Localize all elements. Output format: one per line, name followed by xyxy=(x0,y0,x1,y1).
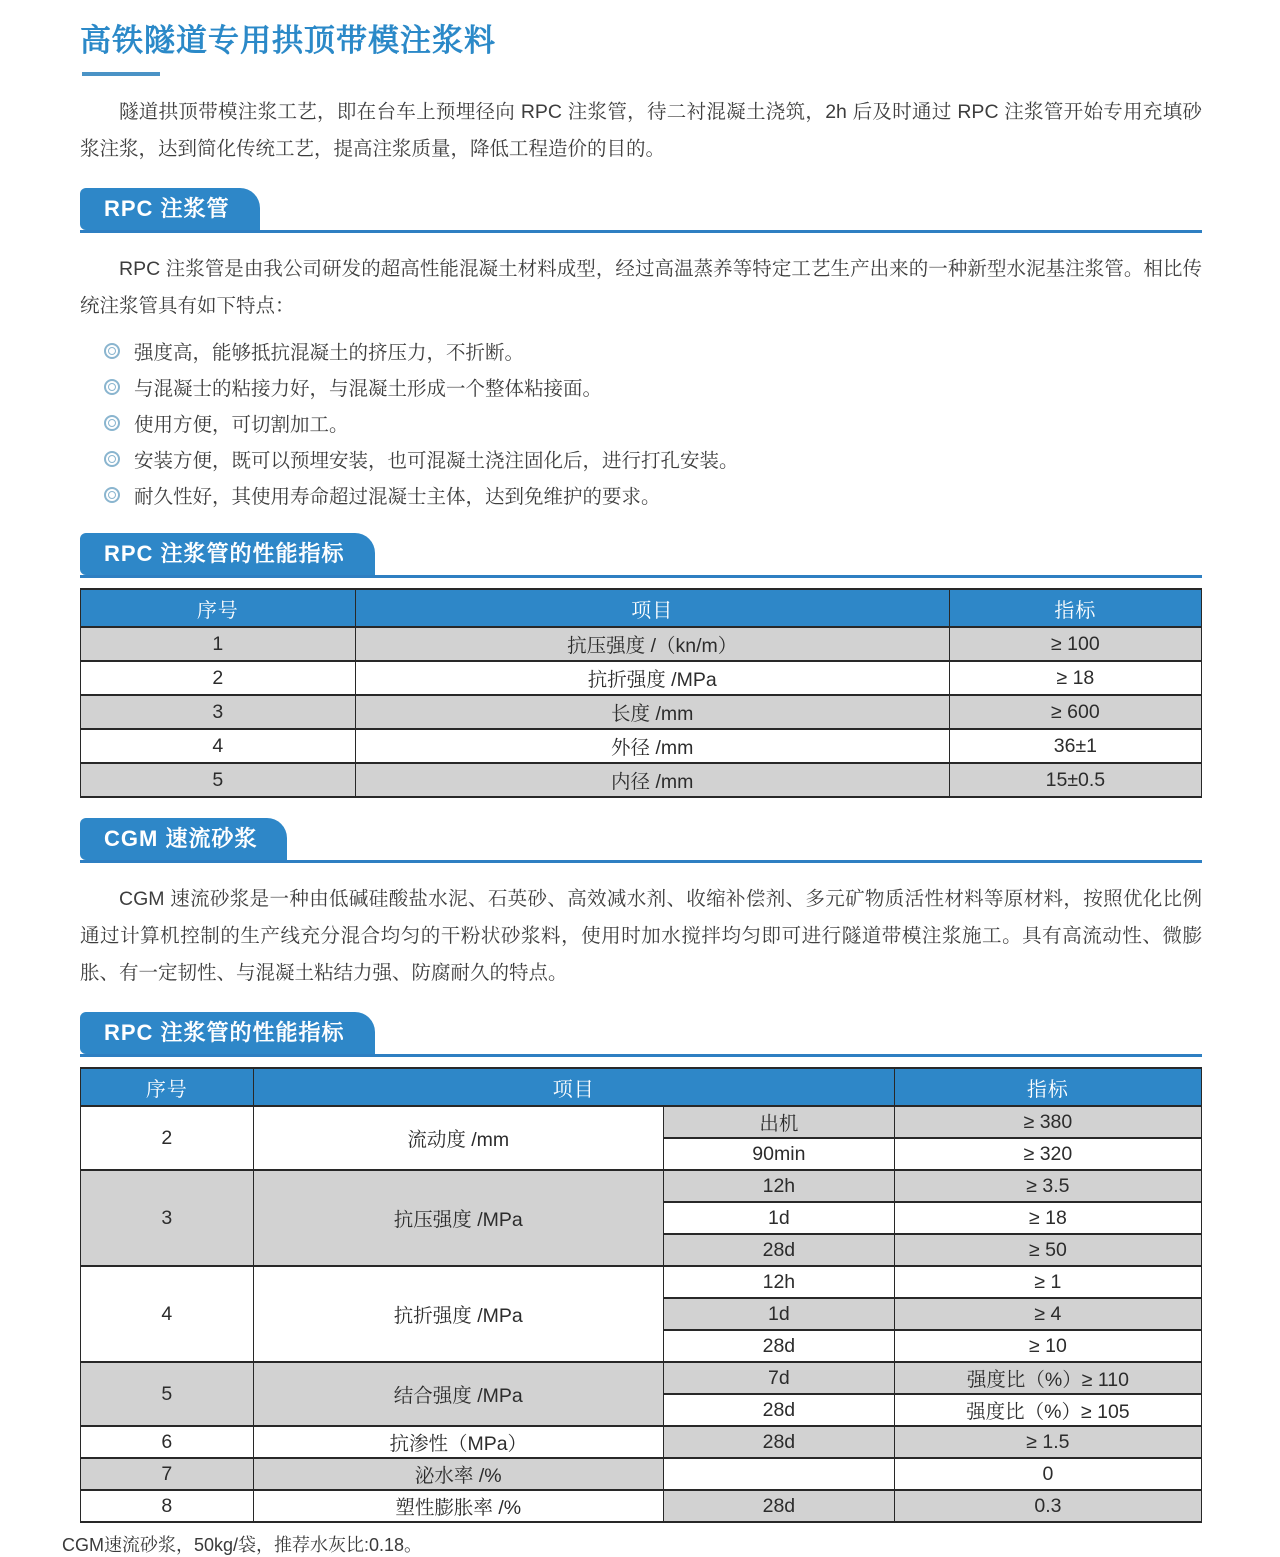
table-row xyxy=(81,1170,1202,1202)
item-cell: 抗折强度 /MPa xyxy=(253,1266,663,1362)
table-row xyxy=(81,1106,1202,1138)
intro-paragraph: 隧道拱顶带模注浆工艺，即在台车上预埋径向 RPC 注浆管，待二衬混凝土浇筑，2h 后及时通过 RPC 注浆管开始专用充填砂浆注浆，达到简化传统工艺，提高注浆质量，降低工程造价的目的。 xyxy=(80,101,1202,160)
row-number-cell: 2 xyxy=(81,1106,254,1170)
value-cell: ≥ 4 xyxy=(894,1298,1201,1330)
cgm-description: CGM 速流砂浆是一种由低碱硅酸盐水泥、石英砂、高效减水剂、收缩补偿剂、多元矿物质活性材料等原材料，按照优化比例通过计算机控制的生产线充分混合均匀的干粉状砂浆料，使用时加水搅拌均匀即可进行隧道带模注浆施工。具有高流动性、微膨胀、有一定韧性、与混凝土粘结力强、防腐耐久的特点。 xyxy=(80,888,1202,984)
condition-cell: 28d xyxy=(663,1234,894,1266)
double-circle-bullet-icon xyxy=(104,343,120,359)
value-cell: ≥ 1.5 xyxy=(894,1426,1201,1458)
table-row xyxy=(81,627,1202,661)
value-cell: 0 xyxy=(894,1458,1201,1490)
condition-cell: 12h xyxy=(663,1170,894,1202)
value-cell: 强度比（%）≥ 105 xyxy=(894,1394,1201,1426)
table-row xyxy=(81,1426,1202,1458)
row-number-cell: 8 xyxy=(81,1490,254,1522)
table-row xyxy=(81,1490,1202,1522)
list-item-text: 使用方便，可切割加工。 xyxy=(134,414,349,436)
value-cell: ≥ 10 xyxy=(894,1330,1201,1362)
item-cell: 抗压强度 /MPa xyxy=(253,1170,663,1266)
table-row xyxy=(81,1266,1202,1298)
column-header-no: 序号 xyxy=(81,1068,254,1106)
section-badge: RPC 注浆管 xyxy=(80,188,260,230)
list-item-text: 安装方便，既可以预埋安装，也可混凝土浇注固化后，进行打孔安装。 xyxy=(134,450,739,472)
double-circle-bullet-icon xyxy=(104,415,120,431)
title-underline xyxy=(82,72,160,76)
section-header-cgm xyxy=(80,818,1202,863)
condition-cell: 28d xyxy=(663,1394,894,1426)
column-header-no: 序号 xyxy=(81,589,356,627)
row-number-cell: 6 xyxy=(81,1426,254,1458)
value-cell: 15±0.5 xyxy=(949,763,1201,797)
condition-cell: 90min xyxy=(663,1138,894,1170)
row-number-cell: 4 xyxy=(81,729,356,763)
list-item xyxy=(104,405,1202,441)
item-cell: 外径 /mm xyxy=(355,729,949,763)
table-row xyxy=(81,661,1202,695)
list-item xyxy=(104,369,1202,405)
section-badge: RPC 注浆管的性能指标 xyxy=(80,1012,375,1054)
section-badge: RPC 注浆管的性能指标 xyxy=(80,533,375,575)
item-cell: 长度 /mm xyxy=(355,695,949,729)
page-title: 高铁隧道专用拱顶带模注浆料 xyxy=(80,23,496,58)
item-cell: 内径 /mm xyxy=(355,763,949,797)
rpc-performance-table xyxy=(80,588,1202,798)
double-circle-bullet-icon xyxy=(104,451,120,467)
row-number-cell: 5 xyxy=(81,1362,254,1426)
value-cell: ≥ 320 xyxy=(894,1138,1201,1170)
rpc-feature-list xyxy=(104,333,1202,513)
section-header-cgm-table xyxy=(80,1012,1202,1057)
item-cell: 流动度 /mm xyxy=(253,1106,663,1170)
condition-cell xyxy=(663,1458,894,1490)
double-circle-bullet-icon xyxy=(104,487,120,503)
cgm-performance-table xyxy=(80,1067,1202,1523)
column-header-item: 项目 xyxy=(355,589,949,627)
list-item xyxy=(104,333,1202,369)
double-circle-bullet-icon xyxy=(104,379,120,395)
item-cell: 结合强度 /MPa xyxy=(253,1362,663,1426)
section-badge: CGM 速流砂浆 xyxy=(80,818,287,860)
value-cell: ≥ 1 xyxy=(894,1266,1201,1298)
list-item xyxy=(104,477,1202,513)
value-cell: ≥ 600 xyxy=(949,695,1201,729)
table-row xyxy=(81,729,1202,763)
value-cell: ≥ 380 xyxy=(894,1106,1201,1138)
value-cell: ≥ 3.5 xyxy=(894,1170,1201,1202)
table-header-row xyxy=(81,1068,1202,1106)
column-header-value: 指标 xyxy=(949,589,1201,627)
section-header-rpc-pipe xyxy=(80,188,1202,233)
row-number-cell: 4 xyxy=(81,1266,254,1362)
condition-cell: 28d xyxy=(663,1426,894,1458)
table-row xyxy=(81,695,1202,729)
table-header-row xyxy=(81,589,1202,627)
value-cell: ≥ 100 xyxy=(949,627,1201,661)
condition-cell: 28d xyxy=(663,1330,894,1362)
row-number-cell: 5 xyxy=(81,763,356,797)
condition-cell: 1d xyxy=(663,1298,894,1330)
row-number-cell: 2 xyxy=(81,661,356,695)
table-row xyxy=(81,1362,1202,1394)
footnote: CGM速流砂浆，50kg/袋，推荐水灰比:0.18。 xyxy=(62,1535,423,1555)
item-cell: 泌水率 /% xyxy=(253,1458,663,1490)
condition-cell: 出机 xyxy=(663,1106,894,1138)
column-header-item: 项目 xyxy=(253,1068,894,1106)
list-item xyxy=(104,441,1202,477)
section-header-rpc-table xyxy=(80,533,1202,578)
list-item-text: 强度高，能够抵抗混凝土的挤压力，不折断。 xyxy=(134,342,525,364)
condition-cell: 28d xyxy=(663,1490,894,1522)
condition-cell: 12h xyxy=(663,1266,894,1298)
row-number-cell: 3 xyxy=(81,1170,254,1266)
row-number-cell: 7 xyxy=(81,1458,254,1490)
item-cell: 抗折强度 /MPa xyxy=(355,661,949,695)
rpc-pipe-description: RPC 注浆管是由我公司研发的超高性能混凝土材料成型，经过高温蒸养等特定工艺生产出来的一种新型水泥基注浆管。相比传统注浆管具有如下特点： xyxy=(80,258,1202,317)
value-cell: 强度比（%）≥ 110 xyxy=(894,1362,1201,1394)
value-cell: ≥ 18 xyxy=(894,1202,1201,1234)
condition-cell: 7d xyxy=(663,1362,894,1394)
table-row xyxy=(81,1458,1202,1490)
table-row xyxy=(81,763,1202,797)
item-cell: 塑性膨胀率 /% xyxy=(253,1490,663,1522)
column-header-value: 指标 xyxy=(894,1068,1201,1106)
list-item-text: 与混凝士的粘接力好，与混凝土形成一个整体粘接面。 xyxy=(134,378,603,400)
value-cell: ≥ 50 xyxy=(894,1234,1201,1266)
value-cell: 0.3 xyxy=(894,1490,1201,1522)
row-number-cell: 3 xyxy=(81,695,356,729)
item-cell: 抗渗性（MPa） xyxy=(253,1426,663,1458)
condition-cell: 1d xyxy=(663,1202,894,1234)
row-number-cell: 1 xyxy=(81,627,356,661)
value-cell: 36±1 xyxy=(949,729,1201,763)
item-cell: 抗压强度 /（kn/m） xyxy=(355,627,949,661)
value-cell: ≥ 18 xyxy=(949,661,1201,695)
list-item-text: 耐久性好，其使用寿命超过混凝士主体，达到免维护的要求。 xyxy=(134,486,661,508)
